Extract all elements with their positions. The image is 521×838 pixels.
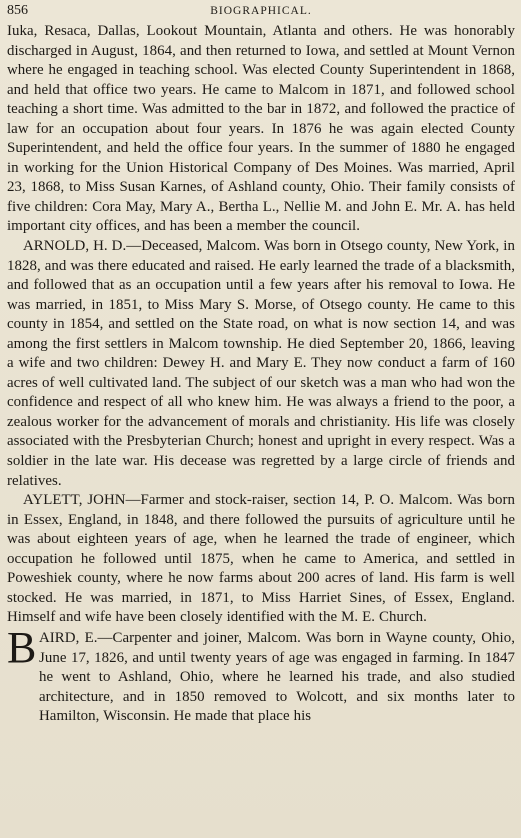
body-text xyxy=(7,22,515,727)
paragraph-aylett: AYLETT, JOHN—Farmer and stock-raiser, section 14, P. O. Malcom. Was born in Essex, England, in 1848, and there followed the pursuits of agriculture until he was about eighteen years of age, when he learned the trade of engineer, which occupation he followed until 1875, when he came to America, and settled in Poweshiek county, where he now farms about 200 acres of land. His farm is well stocked. He was married, in 1871, to Miss Harriet Sines, of Essex, England. Himself and wife have been closely identified with the M. E. Church. xyxy=(7,492,515,626)
page-number: 856 xyxy=(7,3,28,18)
drop-cap: B xyxy=(7,622,37,672)
paragraph-continuation: Iuka, Resaca, Dallas, Lookout Mountain, Atlanta and others. He was honorably discharged in August, 1864, and then returned to Iowa, and settled at Mount Vernon where he engaged in teaching school. Was elected County Superintendent in 1868, and held that office two years. He came to Malcom in 1871, and followed school teaching a short time. Was admitted to the bar in 1872, and followed the practice of law for an occupation about four years. In 1876 he was again elected County Superintendent, and held the office four years. In the summer of 1880 he engaged in working for the Union Historical Company of Des Moines. Was married, April 23, 1868, to Miss Susan Karnes, of Ashland county, Ohio. Their family consists of five children: Cora May, Mary A., Bertha L., Nellie M. and John E. Mr. A. has held important city offices, and has been a member the council. xyxy=(7,23,515,235)
running-head xyxy=(7,0,515,22)
paragraph-baird-text: AIRD, E.—Carpenter and joiner, Malcom. Was born in Wayne county, Ohio, June 17, 1826, and until twenty years of age was engaged in farming. In 1847 he went to Ashland, Ohio, where he learned his trade, and also studied architecture, and in 1850 removed to Wolcott, and six months later to Hamilton, Wisconsin. He made that place his xyxy=(39,629,515,725)
paragraph-arnold: ARNOLD, H. D.—Deceased, Malcom. Was born in Otsego county, New York, in 1828, and was there educated and raised. He early learned the trade of a blacksmith, and followed that as an occupation until a few years after his removal to Iowa. He was married, in 1851, to Miss Mary S. Morse, of Otsego county. He came to this county in 1854, and settled on the State road, on what is now section 14, and was among the first settlers in Malcom township. He died September 20, 1866, leaving a wife and two children: Dewey H. and Mary E. They now conduct a farm of 160 acres of well cultivated land. The subject of our sketch was a man who had won the confidence and respect of all who knew him. He was always a friend to the poor, a zealous worker for the advancement of morals and christianity. His life was closely associated with the Presbyterian Church; honest and upright in every respect. Was a soldier in the late war. His decease was regretted by a large circle of friends and relatives. xyxy=(7,238,515,489)
paragraph-baird xyxy=(7,622,515,727)
section-title: BIOGRAPHICAL. xyxy=(210,5,312,17)
